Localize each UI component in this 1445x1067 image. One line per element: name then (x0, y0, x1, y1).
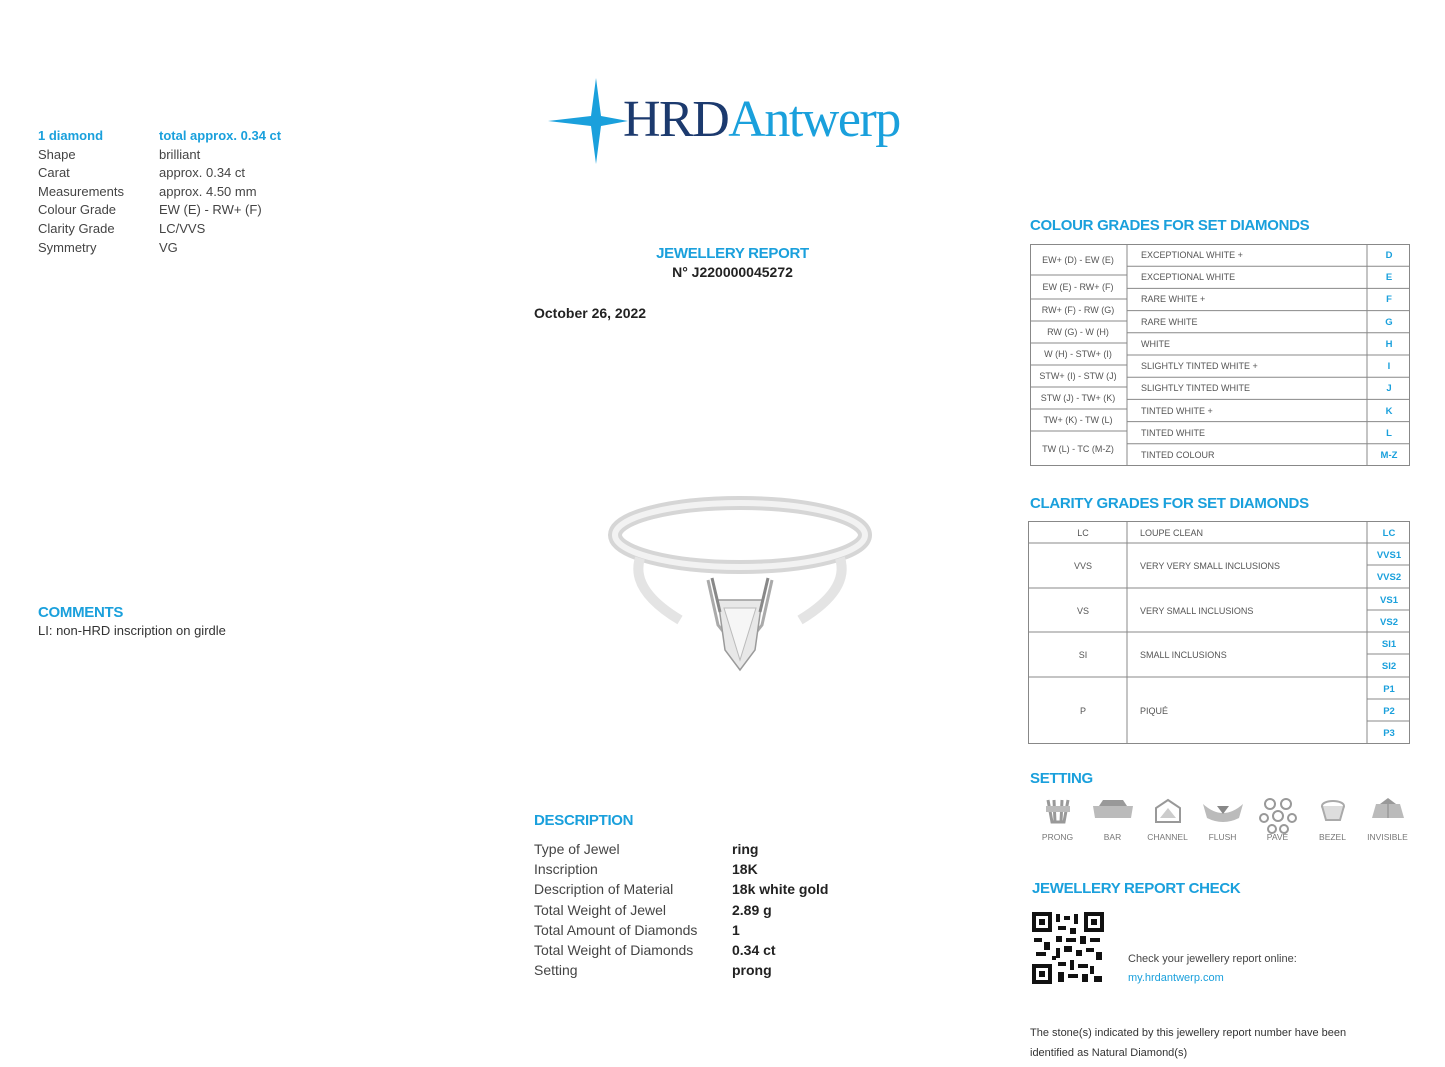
spec-value: approx. 4.50 mm (159, 183, 257, 199)
star-icon (548, 76, 628, 166)
colour-name: TINTED WHITE + (1141, 406, 1213, 416)
channel-icon (1150, 796, 1186, 826)
colour-code: J (1386, 383, 1392, 394)
description-value: ring (732, 841, 759, 857)
spec-key: Symmetry (38, 239, 97, 255)
spec-key: Measurements (38, 183, 124, 199)
clarity-name: SMALL INCLUSIONS (1140, 650, 1227, 660)
colour-grades-table (1030, 244, 1410, 466)
colour-name: SLIGHTLY TINTED WHITE + (1141, 361, 1258, 371)
clarity-name: PIQUÉ (1140, 706, 1169, 716)
clarity-grades-title: CLARITY GRADES FOR SET DIAMONDS (1030, 495, 1309, 512)
report-check-title: JEWELLERY REPORT CHECK (1032, 880, 1241, 897)
hrd-antwerp-logo (548, 76, 938, 166)
clarity-code: VVS2 (1376, 572, 1402, 583)
spec-value: brilliant (159, 146, 201, 162)
spec-value: LC/VVS (159, 220, 206, 236)
description-value: prong (732, 962, 772, 979)
flush-icon (1201, 796, 1245, 826)
setting-item-invisible: INVISIBLE (1360, 796, 1415, 842)
clarity-grades-table (1028, 521, 1410, 750)
report-title: JEWELLERY REPORT (656, 245, 809, 262)
description-title: DESCRIPTION (534, 812, 634, 829)
spec-key: Shape (38, 146, 76, 162)
colour-code: G (1385, 317, 1393, 328)
colour-grades-title: COLOUR GRADES FOR SET DIAMONDS (1030, 217, 1310, 234)
setting-item-flush: FLUSH (1195, 796, 1250, 842)
comments-text: LI: non-HRD inscription on girdle (38, 623, 226, 638)
colour-name: WHITE (1141, 339, 1170, 349)
natural-diamond-note (1030, 1023, 1410, 1063)
description-value: 0.34 ct (732, 942, 776, 959)
spec-key: Clarity Grade (38, 220, 115, 236)
spec-value: VG (159, 239, 178, 255)
colour-group: STW+ (I) - STW (J) (1039, 371, 1117, 381)
clarity-name: LOUPE CLEAN (1140, 528, 1204, 538)
report-title-block (600, 245, 865, 280)
spec-key: Carat (38, 165, 70, 181)
colour-name: EXCEPTIONAL WHITE + (1141, 250, 1243, 260)
colour-group: TW (L) - TC (M-Z) (1042, 444, 1114, 454)
setting-title: SETTING (1030, 770, 1093, 787)
report-check-text: Check your jewellery report online: (1128, 953, 1297, 965)
colour-group: EW+ (D) - EW (E) (1042, 255, 1114, 265)
clarity-abbr: VVS (1073, 561, 1093, 571)
clarity-code: VVS1 (1376, 550, 1402, 561)
comments-section (38, 604, 226, 638)
bezel-icon (1318, 796, 1348, 826)
description-key: Setting (534, 962, 578, 979)
colour-code: H (1385, 339, 1393, 350)
colour-group: EW (E) - RW+ (F) (1042, 282, 1114, 292)
colour-code: D (1385, 250, 1393, 261)
description-key: Total Amount of Diamonds (534, 921, 698, 938)
description-key: Description of Material (534, 881, 674, 898)
prong-icon (1040, 796, 1076, 826)
colour-name: RARE WHITE + (1141, 294, 1206, 304)
description-key: Total Weight of Diamonds (534, 942, 694, 959)
colour-name: TINTED WHITE (1141, 428, 1205, 438)
description-value: 18k white gold (732, 881, 829, 898)
report-check-link[interactable]: my.hrdantwerp.com (1128, 972, 1224, 984)
footnote-line-2: identified as Natural Diamond(s) (1030, 1047, 1188, 1059)
invisible-icon (1368, 796, 1408, 826)
clarity-code: VS1 (1380, 595, 1398, 606)
spec-header-total: total approx. 0.34 ct (159, 128, 282, 143)
footnote-line-1: The stone(s) indicated by this jewellery report number have been (1030, 1027, 1347, 1039)
clarity-abbr: SI (1078, 650, 1088, 660)
setting-icons (1030, 796, 1415, 842)
colour-group: TW+ (K) - TW (L) (1043, 415, 1113, 425)
clarity-abbr: VS (1076, 606, 1090, 616)
setting-item-bar: BAR (1085, 796, 1140, 842)
clarity-code: P1 (1383, 684, 1395, 695)
setting-item-bezel: BEZEL (1305, 796, 1360, 842)
colour-code: E (1385, 272, 1393, 283)
description-key: Inscription (534, 861, 598, 878)
spec-header-count: 1 diamond (38, 128, 104, 143)
setting-item-prong: PRONG (1030, 796, 1085, 842)
clarity-name: VERY SMALL INCLUSIONS (1140, 606, 1254, 616)
description-value: 1 (732, 921, 740, 938)
spec-value: EW (E) - RW+ (F) (159, 202, 262, 218)
colour-name: RARE WHITE (1141, 317, 1198, 327)
spec-key: Colour Grade (38, 202, 117, 218)
description-value: 18K (732, 861, 758, 878)
colour-group: STW (J) - TW+ (K) (1040, 393, 1116, 403)
clarity-abbr: P (1079, 706, 1087, 716)
report-check-info (1128, 950, 1297, 988)
description-section (534, 812, 828, 980)
diamond-spec (38, 127, 281, 257)
ring-photo (600, 480, 880, 700)
colour-name: TINTED COLOUR (1141, 450, 1215, 460)
colour-code: L (1386, 428, 1392, 439)
report-number: N° J220000045272 (672, 264, 793, 280)
logo-wordmark: HRDAntwerp (623, 91, 900, 148)
colour-name: EXCEPTIONAL WHITE (1141, 272, 1236, 282)
colour-code: I (1387, 361, 1391, 372)
description-value: 2.89 g (732, 901, 772, 918)
setting-item-pave: PAVÉ (1250, 796, 1305, 842)
colour-group: W (H) - STW+ (I) (1044, 349, 1112, 359)
description-key: Total Weight of Jewel (534, 901, 667, 918)
qr-code-icon[interactable] (1032, 912, 1104, 984)
clarity-code: LC (1382, 528, 1396, 539)
colour-code: M-Z (1380, 450, 1398, 461)
clarity-name: VERY VERY SMALL INCLUSIONS (1140, 561, 1281, 571)
clarity-code: SI2 (1381, 661, 1397, 672)
colour-group: RW (G) - W (H) (1047, 327, 1109, 337)
setting-item-channel: CHANNEL (1140, 796, 1195, 842)
clarity-code: VS2 (1380, 617, 1398, 628)
clarity-code: P2 (1383, 706, 1395, 717)
colour-name: SLIGHTLY TINTED WHITE (1141, 383, 1251, 393)
colour-group: RW+ (F) - RW (G) (1041, 305, 1115, 315)
pave-icon (1258, 796, 1298, 836)
clarity-code: SI1 (1381, 639, 1397, 650)
colour-code: K (1385, 406, 1393, 417)
clarity-code: P3 (1383, 728, 1395, 739)
colour-code: F (1386, 294, 1392, 305)
report-date: October 26, 2022 (534, 305, 647, 321)
spec-value: approx. 0.34 ct (159, 165, 245, 181)
comments-title: COMMENTS (38, 604, 124, 621)
clarity-abbr: LC (1077, 528, 1089, 538)
description-key: Type of Jewel (534, 841, 620, 857)
bar-icon (1091, 796, 1135, 826)
